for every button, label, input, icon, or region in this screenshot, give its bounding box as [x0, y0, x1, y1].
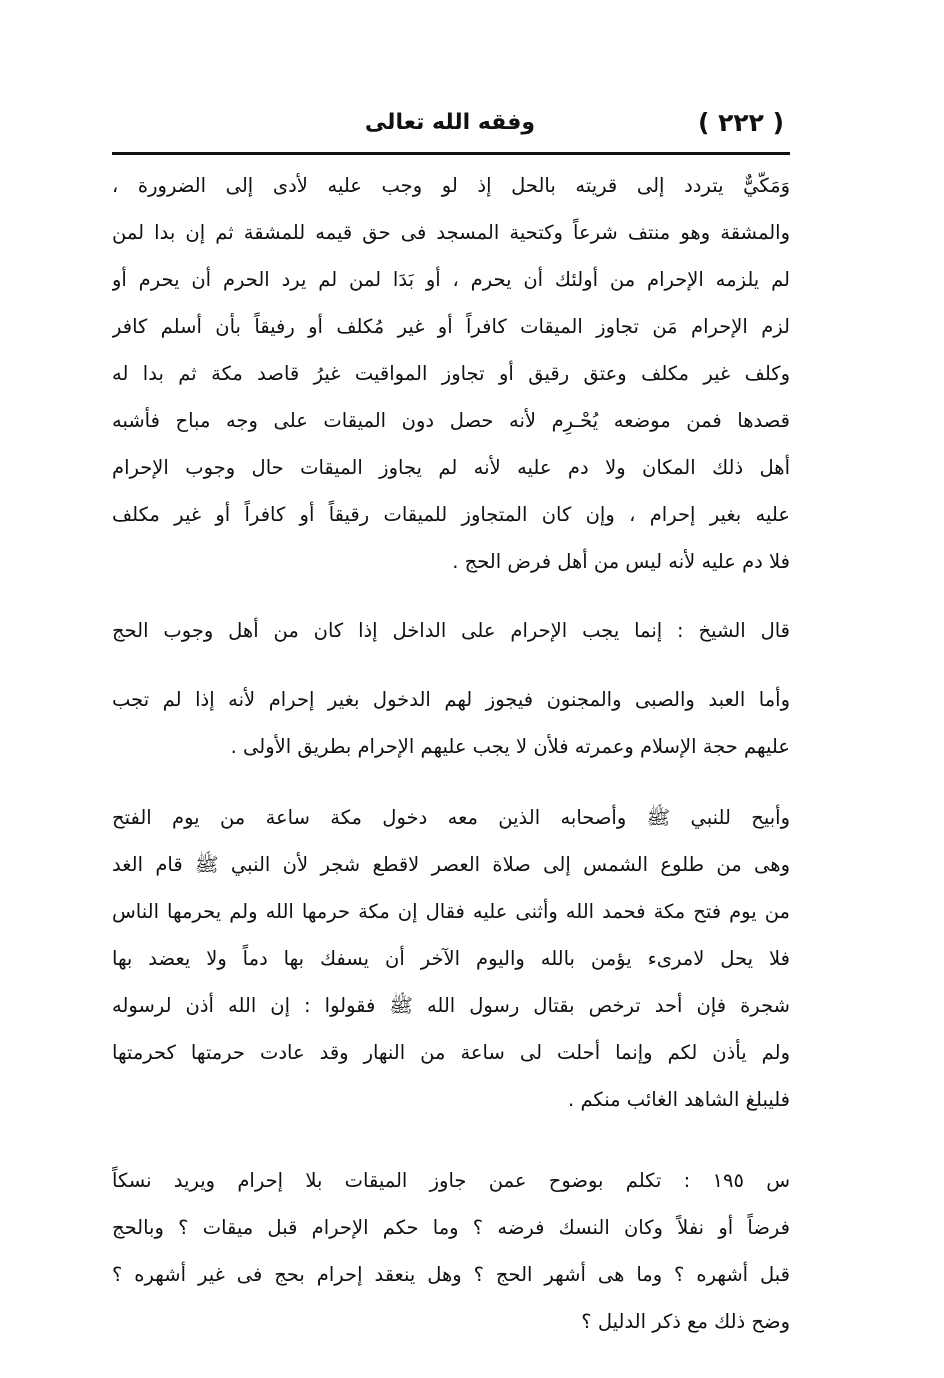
paragraph-gap	[112, 654, 790, 676]
text-line: عليه بغير إحرام ، وإن كان المتجاوز للميقات رقيقاً أو كافراً أو غير مكلف	[112, 503, 790, 526]
text-line: شجرة فإن أحد ترخص بقتال رسول الله ﷺ فقولوا : إن الله أذن لرسوله	[112, 994, 790, 1017]
text-line: وهى من طلوع الشمس إلى صلاة العصر لاقطع شجر لأن النبي ﷺ قام الغد	[112, 853, 790, 876]
paragraph-gap	[112, 585, 790, 607]
text-line: قصدها فمن موضعه يُحْـرِم لأنه حصل دون الميقات على وجه مباح فأشبه	[112, 409, 790, 432]
text-line: من يوم فتح مكة فحمد الله وأثنى عليه فقال إن مكة حرمها الله ولم يحرمها الناس	[112, 900, 790, 923]
text-line: عليهم حجة الإسلام وعمرته فلأن لا يجب عليهم الإحرام بطريق الأولى .	[230, 735, 790, 758]
text-line: فلا يحل لامرىء يؤمن بالله واليوم الآخر أن يسفك بها دماً ولا يعضد بها	[112, 947, 790, 970]
paragraph-gap	[112, 1123, 790, 1157]
paragraph-slave-child-insane	[112, 676, 790, 770]
text-line: قبل أشهره ؟ وما هى أشهر الحج ؟ وهل ينعقد إحرام بحج فى غير أشهره ؟	[112, 1263, 790, 1286]
text-line: وأبيح للنبي ﷺ وأصحابه الذين معه دخول مكة ساعة من يوم الفتح	[112, 806, 790, 829]
text-line: وَمَكّيٌّ يتردد إلى قريته بالحل إذ لو وجب عليه لأدى إلى الضرورة ،	[112, 174, 790, 197]
paragraph-conquest-of-makkah	[112, 794, 790, 1123]
paragraph-gap	[112, 770, 790, 794]
text-line: فلا دم عليه لأنه ليس من أهل فرض الحج .	[452, 550, 790, 573]
text-line: ولم يأذن لكم وإنما أحلت لى ساعة من النهار وقد عادت حرمتها كحرمتها	[112, 1041, 790, 1064]
text-line: فرضاً أو نفلاً وكان النسك فرضه ؟ وما حكم الإحرام قبل ميقات ؟ وبالحج	[112, 1216, 790, 1239]
paragraph-sheikh-quote	[112, 607, 790, 654]
text-line: وأما العبد والصبى والمجنون فيجوز لهم الدخول بغير إحرام لأنه إذا لم تجب	[112, 688, 790, 711]
text-line: والمشقة وهو منتف شرعاً وكتحية المسجد فى حق قيمه للمشقة ثم إن بدا لمن	[112, 221, 790, 244]
text-line: س ١٩٥ : تكلم بوضوح عمن جاوز الميقات بلا إحرام ويريد نسكاً	[112, 1169, 790, 1192]
text-line: لم يلزمه الإحرام من أولئك أن يحرم ، أو بَدَا لمن لم يرد الحرم أن يحرم أو	[112, 268, 790, 291]
text-line: وضح ذلك مع ذكر الدليل ؟	[581, 1310, 790, 1333]
text-line: فليبلغ الشاهد الغائب منكم .	[568, 1088, 790, 1111]
paragraph-miqat-exceptions	[112, 162, 790, 585]
text-line: أهل ذلك المكان ولا دم عليه لأنه لم يجاوز الميقات حال وجوب الإحرام	[112, 456, 790, 479]
body-text	[112, 162, 790, 1345]
text-line: قال الشيخ : إنما يجب الإحرام على الداخل إذا كان من أهل وجوب الحج	[112, 619, 790, 642]
text-line: وكلف غير مكلف وعتق رقيق أو تجاوز المواقيت غيرُ قاصد مكة ثم بدا له	[112, 362, 790, 385]
page-number: ( ٢٢٢ )	[697, 108, 784, 137]
header-rule	[112, 152, 790, 155]
running-title: وفقه الله تعالى	[364, 110, 536, 135]
question-195	[112, 1157, 790, 1345]
text-line: لزم الإحرام مَن تجاوز الميقات كافراً أو غير مُكلف أو رفيقاً بأن أسلم كافر	[112, 315, 790, 338]
page-header	[110, 104, 790, 150]
